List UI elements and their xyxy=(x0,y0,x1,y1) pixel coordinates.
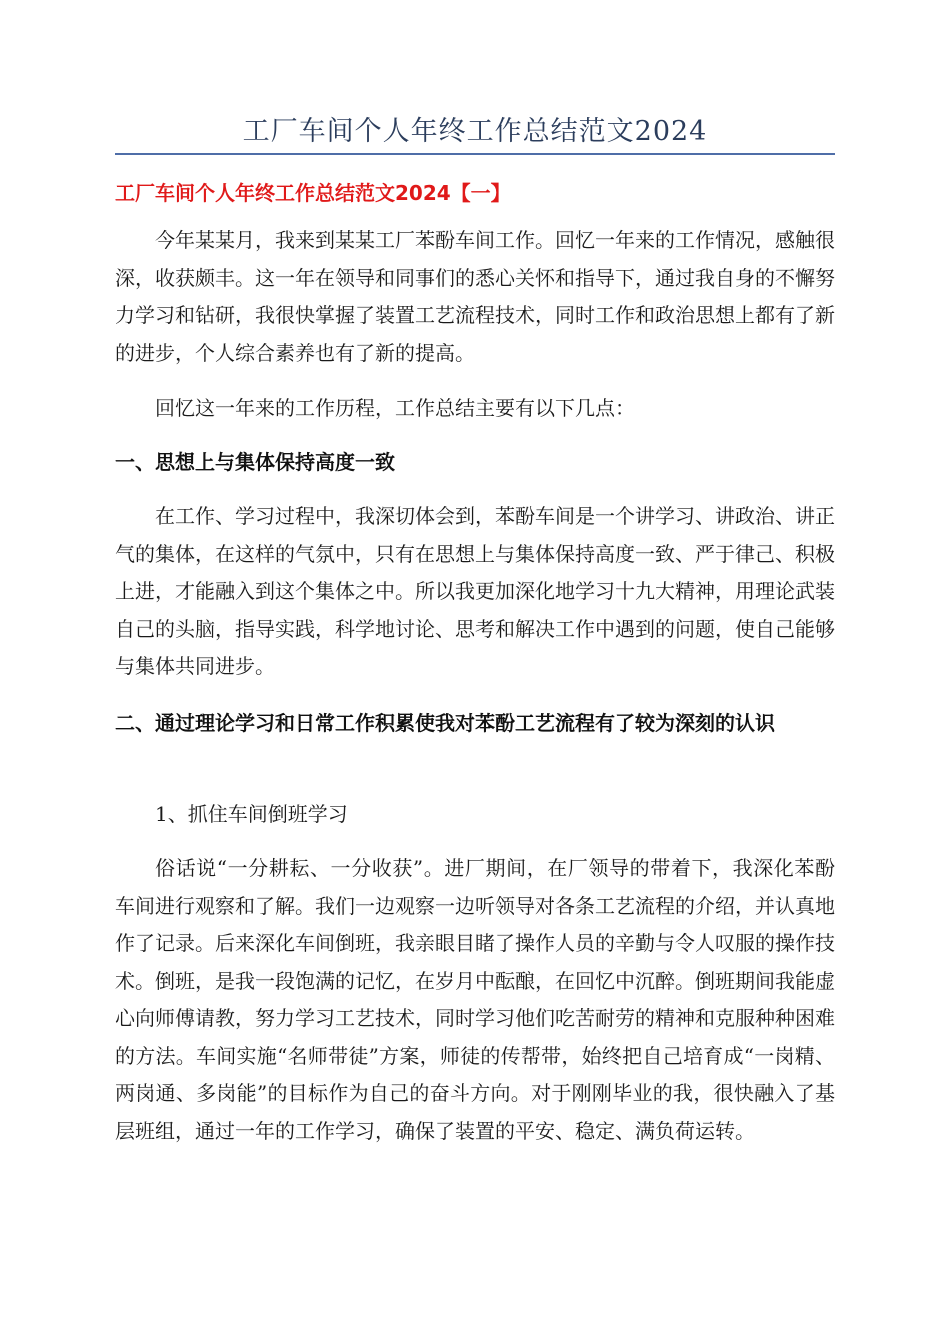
section-heading: 工厂车间个人年终工作总结范文2024【一】 xyxy=(115,181,511,205)
title-divider xyxy=(115,153,835,155)
document-title: 工厂车间个人年终工作总结范文2024 xyxy=(242,116,708,147)
paragraph-intro: 今年某某月，我来到某某工厂苯酚车间工作。回忆一年来的工作情况，感触很深，收获颇丰。这一年在领导和同事们的悉心关怀和指导下，通过我自身的不懈努力学习和钻研，我很快掌握了装置工艺流程技术，同时工作和政治思想上都有了新的进步，个人综合素养也有了新的提高。 xyxy=(115,228,835,365)
heading-point-two: 二、通过理论学习和日常工作积累使我对苯酚工艺流程有了较为深刻的认识 xyxy=(115,711,775,735)
paragraph-summary-lead: 回忆这一年来的工作历程，工作总结主要有以下几点： xyxy=(155,396,635,420)
subheading-shift-study: 1、抓住车间倒班学习 xyxy=(155,802,348,826)
paragraph-point-one: 在工作、学习过程中，我深切体会到，苯酚车间是一个讲学习、讲政治、讲正气的集体，在这样的气氛中，只有在思想上与集体保持高度一致、严于律己、积极上进，才能融入到这个集体之中。所以我更加深化地学习十九大精神，用理论武装自己的头脑，指导实践，科学地讨论、思考和解决工作中遇到的问题，使自己能够与集体共同进步。 xyxy=(115,504,835,678)
paragraph-shift-study: 俗话说“一分耕耘、一分收获”。进厂期间，在厂领导的带着下，我深化苯酚车间进行观察和了解。我们一边观察一边听领导对各条工艺流程的介绍，并认真地作了记录。后来深化车间倒班，我亲眼目睹了操作人员的辛勤与令人叹服的操作技术。倒班，是我一段饱满的记忆，在岁月中酝酿，在回忆中沉醉。倒班期间我能虚心向师傅请教，努力学习工艺技术，同时学习他们吃苦耐劳的精神和克服种种困难的方法。车间实施“名师带徒”方案，师徒的传帮带，始终把自己培育成“一岗精、两岗通、多岗能”的目标作为自己的奋斗方向。对于刚刚毕业的我，很快融入了基层班组，通过一年的工作学习，确保了装置的平安、稳定、满负荷运转。 xyxy=(115,856,835,1143)
heading-point-one: 一、思想上与集体保持高度一致 xyxy=(115,450,395,474)
